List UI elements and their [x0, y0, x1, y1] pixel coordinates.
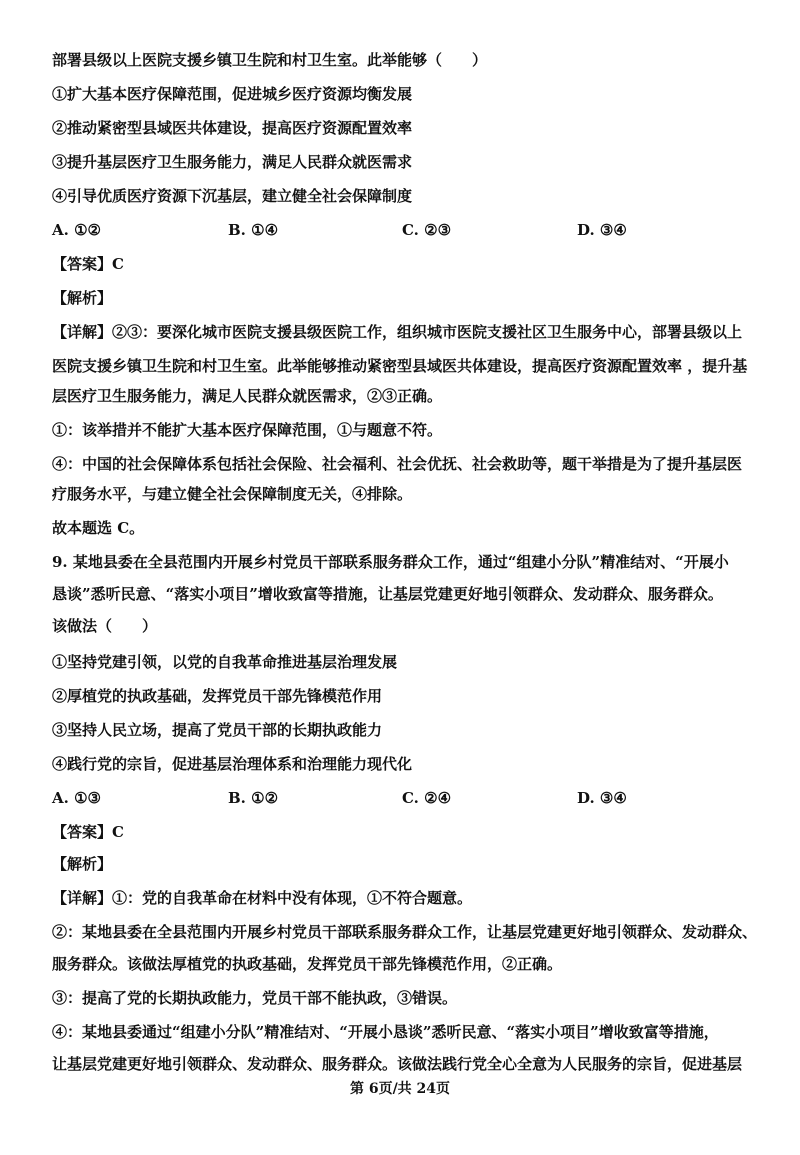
q9-stem-2: 恳谈”悉听民意、“落实小项目”增收致富等措施，让基层党建更好地引领群众、发动群众、服务群众。 [52, 585, 723, 603]
page-footer: 第 6页/共 24页 [349, 1081, 451, 1097]
q8-option-b: B. ①④ [228, 221, 279, 239]
q9-item-1: ①坚持党建引领，以党的自我革命推进基层治理发展 [52, 653, 398, 671]
q8-detail-2: 医院支援乡镇卫生院和村卫生室。此举能够推动紧密型县域医共体建设，提高医疗资源配置效率 ，提升基 [52, 357, 748, 375]
q9-detail-5: ④：某地县委通过“组建小分队”精准结对、“开展小恳谈”悉听民意、“落实小项目”增收致富等措施， [52, 1023, 719, 1041]
q9-item-4: ④践行党的宗旨，促进基层治理体系和治理能力现代化 [52, 755, 413, 773]
q9-detail-1: 【详解】①：党的自我革命在材料中没有体现，①不符合题意。 [52, 889, 473, 907]
q8-analysis-label: 【解析】 [52, 289, 113, 307]
q8-item-4: ④引导优质医疗资源下沉基层，建立健全社会保障制度 [52, 187, 413, 205]
q8-item-1: ①扩大基本医疗保障范围，促进城乡医疗资源均衡发展 [52, 85, 413, 103]
q8-detail-6: 疗服务水平，与建立健全社会保障制度无关，④排除。 [52, 485, 413, 503]
q9-item-3: ③坚持人民立场，提高了党员干部的长期执政能力 [52, 721, 383, 739]
q9-detail-3: 服务群众。该做法厚植党的执政基础，发挥党员干部先锋模范作用，②正确。 [52, 955, 563, 973]
q9-option-b: B. ①② [228, 789, 279, 807]
q9-option-d: D. ③④ [577, 789, 627, 807]
q8-item-3: ③提升基层医疗卫生服务能力，满足人民群众就医需求 [52, 153, 413, 171]
q8-conclusion: 故本题选 C。 [52, 519, 145, 537]
q9-detail-6: 让基层党建更好地引领群众、发动群众、服务群众。该做法践行党全心全意为人民服务的宗旨，促进基层 [52, 1055, 743, 1073]
q8-answer: 【答案】C [52, 255, 124, 273]
q8-detail-5: ④：中国的社会保障体系包括社会保险、社会福利、社会优抚、社会救助等，题干举措是为了提升基层医 [52, 455, 743, 473]
q8-detail-3: 层医疗卫生服务能力，满足人民群众就医需求，②③正确。 [52, 387, 443, 405]
q8-detail-1: 【详解】②③：要深化城市医院支援县级医院工作，组织城市医院支援社区卫生服务中心，部署县级以上 [52, 323, 743, 341]
q9-answer: 【答案】C [52, 823, 124, 841]
q9-option-c: C. ②④ [402, 789, 452, 807]
q8-stem-tail: 部署县级以上医院支援乡镇卫生院和村卫生室。此举能够（ ） [52, 51, 488, 69]
q8-item-2: ②推动紧密型县域医共体建设，提高医疗资源配置效率 [52, 119, 413, 137]
q9-option-a: A. ①③ [52, 789, 101, 807]
q9-detail-4: ③：提高了党的长期执政能力，党员干部不能执政，③错误。 [52, 989, 458, 1007]
q9-stem-1: 9. 某地县委在全县范围内开展乡村党员干部联系服务群众工作，通过“组建小分队”精准结对、“开展小 [52, 553, 729, 571]
q9-item-2: ②厚植党的执政基础，发挥党员干部先锋模范作用 [52, 687, 383, 705]
q9-analysis-label: 【解析】 [52, 855, 113, 873]
q8-detail-4: ①：该举措并不能扩大基本医疗保障范围，①与题意不符。 [52, 421, 443, 439]
q9-stem-3: 该做法（ ） [52, 617, 158, 635]
q8-option-c: C. ②③ [402, 221, 452, 239]
q9-detail-2: ②：某地县委在全县范围内开展乡村党员干部联系服务群众工作，让基层党建更好地引领群众、发动群众、 [52, 923, 758, 941]
q8-option-a: A. ①② [52, 221, 101, 239]
q8-option-d: D. ③④ [577, 221, 627, 239]
